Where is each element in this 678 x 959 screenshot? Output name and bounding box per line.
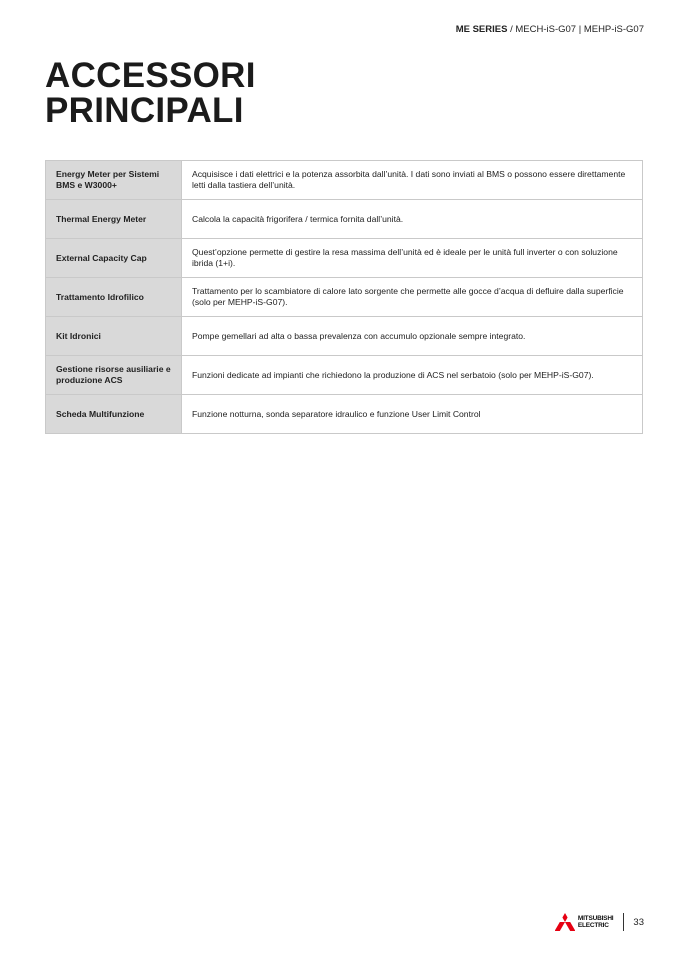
- accessory-name: Gestione risorse ausiliarie e produzione ACS: [46, 356, 182, 395]
- logo-brand-line-1: MITSUBISHI: [577, 915, 614, 922]
- page-footer: [555, 913, 644, 931]
- table-row: [46, 200, 643, 239]
- page-title-line-1: ACCESSORI: [45, 56, 256, 95]
- accessory-description: Pompe gemellari ad alta o bassa prevalenza con accumulo opzionale sempre integrato.: [182, 317, 643, 356]
- accessories-table: [45, 160, 643, 434]
- accessory-description: Trattamento per lo scambiatore di calore lato sorgente che permette alle gocce d’acqua di defluire dalla superficie (solo per MEHP-iS-G07).: [182, 278, 643, 317]
- model-codes: / MECH-iS-G07 | MEHP-iS-G07: [510, 24, 644, 35]
- accessory-description: Calcola la capacità frigorifera / termica fornita dall’unità.: [182, 200, 643, 239]
- logo-brand-line-2: ELECTRIC: [577, 922, 609, 929]
- table-row: [46, 395, 643, 434]
- table-row: [46, 356, 643, 395]
- accessory-description: Funzione notturna, sonda separatore idraulico e funzione User Limit Control: [182, 395, 643, 434]
- accessory-name: Scheda Multifunzione: [46, 395, 182, 434]
- accessory-description: Acquisisce i dati elettrici e la potenza assorbita dall’unità. I dati sono inviati al BMS o possono essere direttamente letti dalla tastiera dell’unità.: [182, 161, 643, 200]
- page-title-line-2: PRINCIPALI: [45, 91, 244, 130]
- series-label: ME SERIES: [455, 24, 508, 35]
- three-diamonds-logo-icon: [555, 913, 575, 931]
- page-number: 33: [633, 916, 644, 928]
- logo-wordmark: [578, 915, 614, 929]
- table-row: [46, 317, 643, 356]
- accessory-name: Trattamento Idrofilico: [46, 278, 182, 317]
- page-title: [45, 58, 256, 128]
- accessory-description: Funzioni dedicate ad impianti che richiedono la produzione di ACS nel serbatoio (solo per MEHP-iS-G07).: [182, 356, 643, 395]
- footer-divider: [623, 913, 624, 931]
- running-header: [456, 24, 644, 35]
- accessory-name: External Capacity Cap: [46, 239, 182, 278]
- accessory-name: Kit Idronici: [46, 317, 182, 356]
- mitsubishi-electric-logo: [555, 913, 614, 931]
- accessory-description: Quest’opzione permette di gestire la resa massima dell’unità ed è ideale per le unità full inverter o con soluzione ibrida (1+i).: [182, 239, 643, 278]
- table-row: [46, 239, 643, 278]
- table-row: [46, 161, 643, 200]
- accessory-name: Thermal Energy Meter: [46, 200, 182, 239]
- table-row: [46, 278, 643, 317]
- accessory-name: Energy Meter per Sistemi BMS e W3000+: [46, 161, 182, 200]
